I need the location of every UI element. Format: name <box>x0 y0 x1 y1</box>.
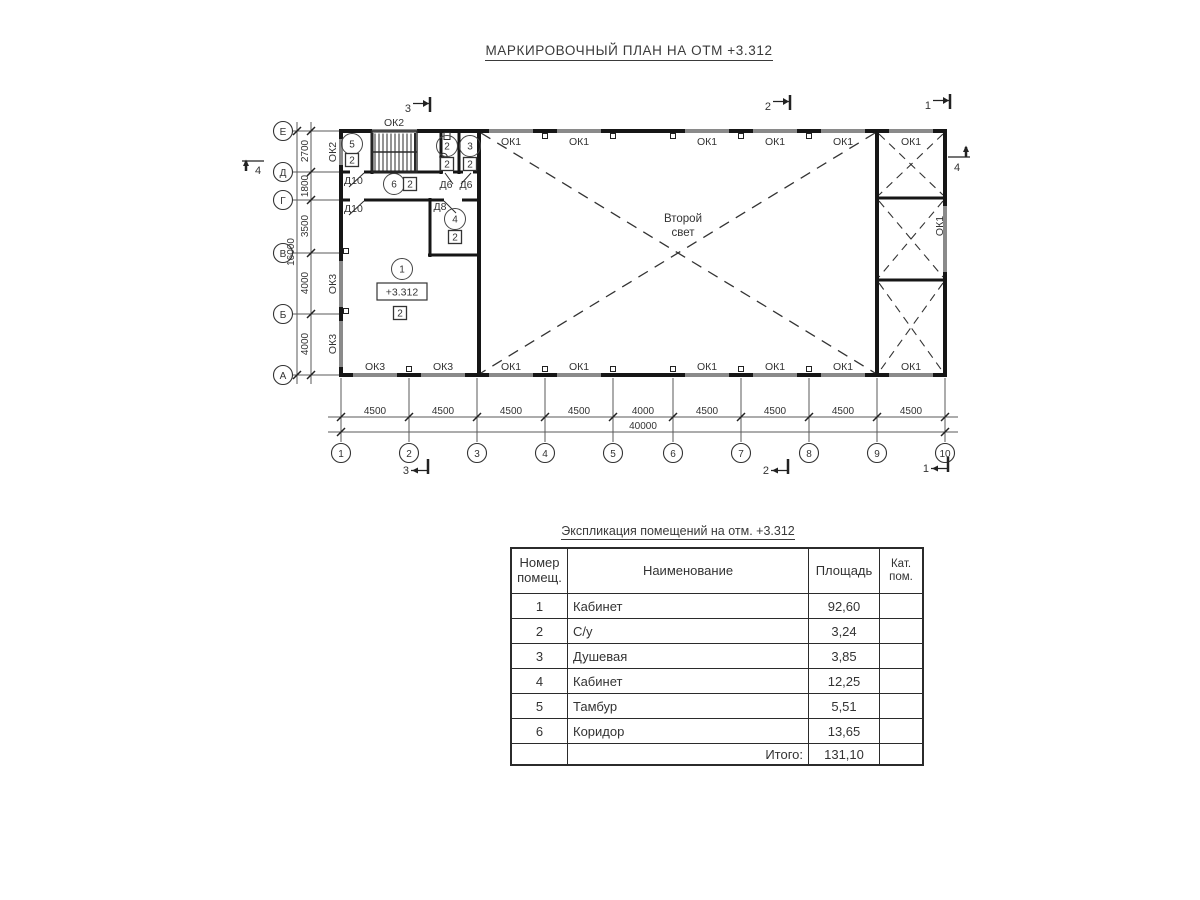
dim-label: 4500 <box>567 406 591 417</box>
wall-ticks <box>344 134 812 372</box>
window-label-ok2: ОК2 <box>383 117 405 129</box>
room-area-cell: 92,60 <box>809 594 880 619</box>
room-number-cell: 5 <box>511 694 568 719</box>
window-label-ok1: ОК1 <box>568 361 590 373</box>
room-number: 3 <box>467 141 473 153</box>
window-label-ok3: ОК3 <box>327 333 339 355</box>
room-number-cell: 3 <box>511 644 568 669</box>
room-number: 4 <box>452 214 458 226</box>
window-label-ok3: ОК3 <box>432 361 454 373</box>
grid-row-label: Г <box>280 196 286 207</box>
void-cross-lines <box>481 133 943 373</box>
dim-label: 1800 <box>300 174 311 198</box>
grid-row-label: В <box>279 249 287 260</box>
dimension-lines <box>293 122 961 442</box>
room-area-cell: 12,25 <box>809 669 880 694</box>
section-mark-label: 3 <box>402 465 409 477</box>
room-category-cell <box>880 694 924 719</box>
table-row <box>511 669 923 694</box>
dim-total-label: 16000 <box>286 238 297 266</box>
window-label-ok1: ОК1 <box>764 361 786 373</box>
room-number-cell: 4 <box>511 669 568 694</box>
window-label-ok1: ОК1 <box>900 361 922 373</box>
window-label-ok1: ОК1 <box>696 136 718 148</box>
table-row <box>511 644 923 669</box>
room-number-cell: 1 <box>511 594 568 619</box>
window-label-ok1: ОК1 <box>900 136 922 148</box>
window-label-ok1: ОК1 <box>832 136 854 148</box>
explication-title <box>520 522 836 540</box>
void-label-line1: Второй <box>663 213 703 225</box>
grid-col-label: 8 <box>806 449 812 460</box>
grid-col-label: 3 <box>474 449 480 460</box>
room-area-cell: 3,24 <box>809 619 880 644</box>
table-row <box>511 694 923 719</box>
table-header-row <box>511 548 923 594</box>
grid-col-label: 6 <box>670 449 676 460</box>
section-mark-labels <box>255 100 960 477</box>
section-mark-label: 1 <box>922 463 929 475</box>
dim-label: 4000 <box>300 271 311 295</box>
section-mark-label: 1 <box>924 100 931 112</box>
room-name-cell: Душевая <box>568 644 809 669</box>
section-mark-label: 4 <box>953 162 961 174</box>
walls <box>339 129 947 377</box>
room-name-cell: Кабинет <box>568 594 809 619</box>
opening-labels <box>327 117 946 373</box>
category-mark: 2 <box>467 159 473 171</box>
room-category-cell <box>880 719 924 744</box>
room-name-cell: Тамбур <box>568 694 809 719</box>
window-label-ok3: ОК3 <box>327 273 339 295</box>
window-label-ok1: ОК1 <box>832 361 854 373</box>
page-title-text: МАРКИРОВОЧНЫЙ ПЛАН НА ОТМ +3.312 <box>485 43 772 61</box>
door-label-d10: Д10 <box>344 203 363 215</box>
window-label-ok3: ОК3 <box>364 361 386 373</box>
elevation-value: +3.312 <box>385 286 419 299</box>
grid-row-label: Б <box>279 310 287 321</box>
room-number: 6 <box>391 179 397 191</box>
section-mark-label: 3 <box>404 103 411 115</box>
door-label-d8: Д8 <box>433 201 447 213</box>
table-row <box>511 619 923 644</box>
category-mark: 2 <box>444 159 450 171</box>
category-mark: 2 <box>407 179 413 191</box>
total-category-cell <box>880 744 924 766</box>
category-mark: 2 <box>397 308 403 320</box>
room-name-cell: С/у <box>568 619 809 644</box>
dim-label: 2700 <box>300 139 311 163</box>
dim-total-label: 40000 <box>629 421 657 432</box>
room-name-cell: Коридор <box>568 719 809 744</box>
window-label-ok1: ОК1 <box>696 361 718 373</box>
void-label <box>664 213 702 239</box>
room-name-cell: Кабинет <box>568 669 809 694</box>
explication-title-text: Экспликация помещений на отм. +3.312 <box>561 524 795 538</box>
table-row <box>511 594 923 619</box>
header-name: Наименование <box>568 548 809 594</box>
dim-label: 4000 <box>300 332 311 356</box>
section-mark-label: 2 <box>762 465 769 477</box>
grid-row-label: А <box>279 371 287 382</box>
dim-label: 4500 <box>899 406 923 417</box>
dim-label: 3500 <box>300 214 311 238</box>
window-label-ok1: ОК1 <box>500 136 522 148</box>
section-mark-label: 4 <box>254 165 262 177</box>
header-number: Номер помещ. <box>511 548 568 594</box>
total-empty-cell <box>511 744 568 766</box>
room-category-cell <box>880 644 924 669</box>
room-number: 2 <box>444 141 450 153</box>
total-area-cell: 131,10 <box>809 744 880 766</box>
section-mark-label: 2 <box>764 101 771 113</box>
category-mark: 2 <box>452 232 458 244</box>
grid-col-label: 7 <box>738 449 744 460</box>
window-label-ok1: ОК1 <box>568 136 590 148</box>
room-number: 1 <box>399 264 405 276</box>
room-area-cell: 3,85 <box>809 644 880 669</box>
grid-row-label: Д <box>279 168 287 179</box>
header-area: Площадь <box>809 548 880 594</box>
room-area-cell: 13,65 <box>809 719 880 744</box>
window-label-ok1: ОК1 <box>934 215 946 237</box>
header-category: Кат. пом. <box>880 548 924 594</box>
door-label-d6: Д6 <box>459 179 473 191</box>
grid-col-label: 4 <box>542 449 548 460</box>
room-area-cell: 5,51 <box>809 694 880 719</box>
door-label-d6: Д6 <box>439 179 453 191</box>
category-mark: 2 <box>349 155 355 167</box>
void-label-line2: свет <box>671 227 695 239</box>
explication-table <box>510 547 924 766</box>
window-label-ok1: ОК1 <box>764 136 786 148</box>
room-category-cell <box>880 594 924 619</box>
table-total-row <box>511 744 923 766</box>
total-label-cell: Итого: <box>568 744 809 766</box>
dim-label: 4500 <box>831 406 855 417</box>
dim-label: 4500 <box>431 406 455 417</box>
dim-label: 4000 <box>631 406 655 417</box>
windows <box>341 131 945 375</box>
grid-col-label: 10 <box>939 449 951 460</box>
window-label-ok2: ОК2 <box>327 141 339 163</box>
grid-col-label: 1 <box>338 449 344 460</box>
room-category-cell <box>880 619 924 644</box>
room-number: 5 <box>349 139 355 151</box>
window-label-ok1: ОК1 <box>500 361 522 373</box>
dim-label: 4500 <box>695 406 719 417</box>
dim-label: 4500 <box>363 406 387 417</box>
room-category-cell <box>880 669 924 694</box>
dim-label: 4500 <box>499 406 523 417</box>
dim-label: 4500 <box>763 406 787 417</box>
grid-col-label: 5 <box>610 449 616 460</box>
room-number-cell: 2 <box>511 619 568 644</box>
table-row <box>511 719 923 744</box>
grid-row-label: Е <box>279 127 287 138</box>
stairs <box>372 131 417 172</box>
room-number-cell: 6 <box>511 719 568 744</box>
door-label-d10: Д10 <box>344 175 363 187</box>
grid-col-label: 2 <box>406 449 412 460</box>
grid-col-label: 9 <box>874 449 880 460</box>
